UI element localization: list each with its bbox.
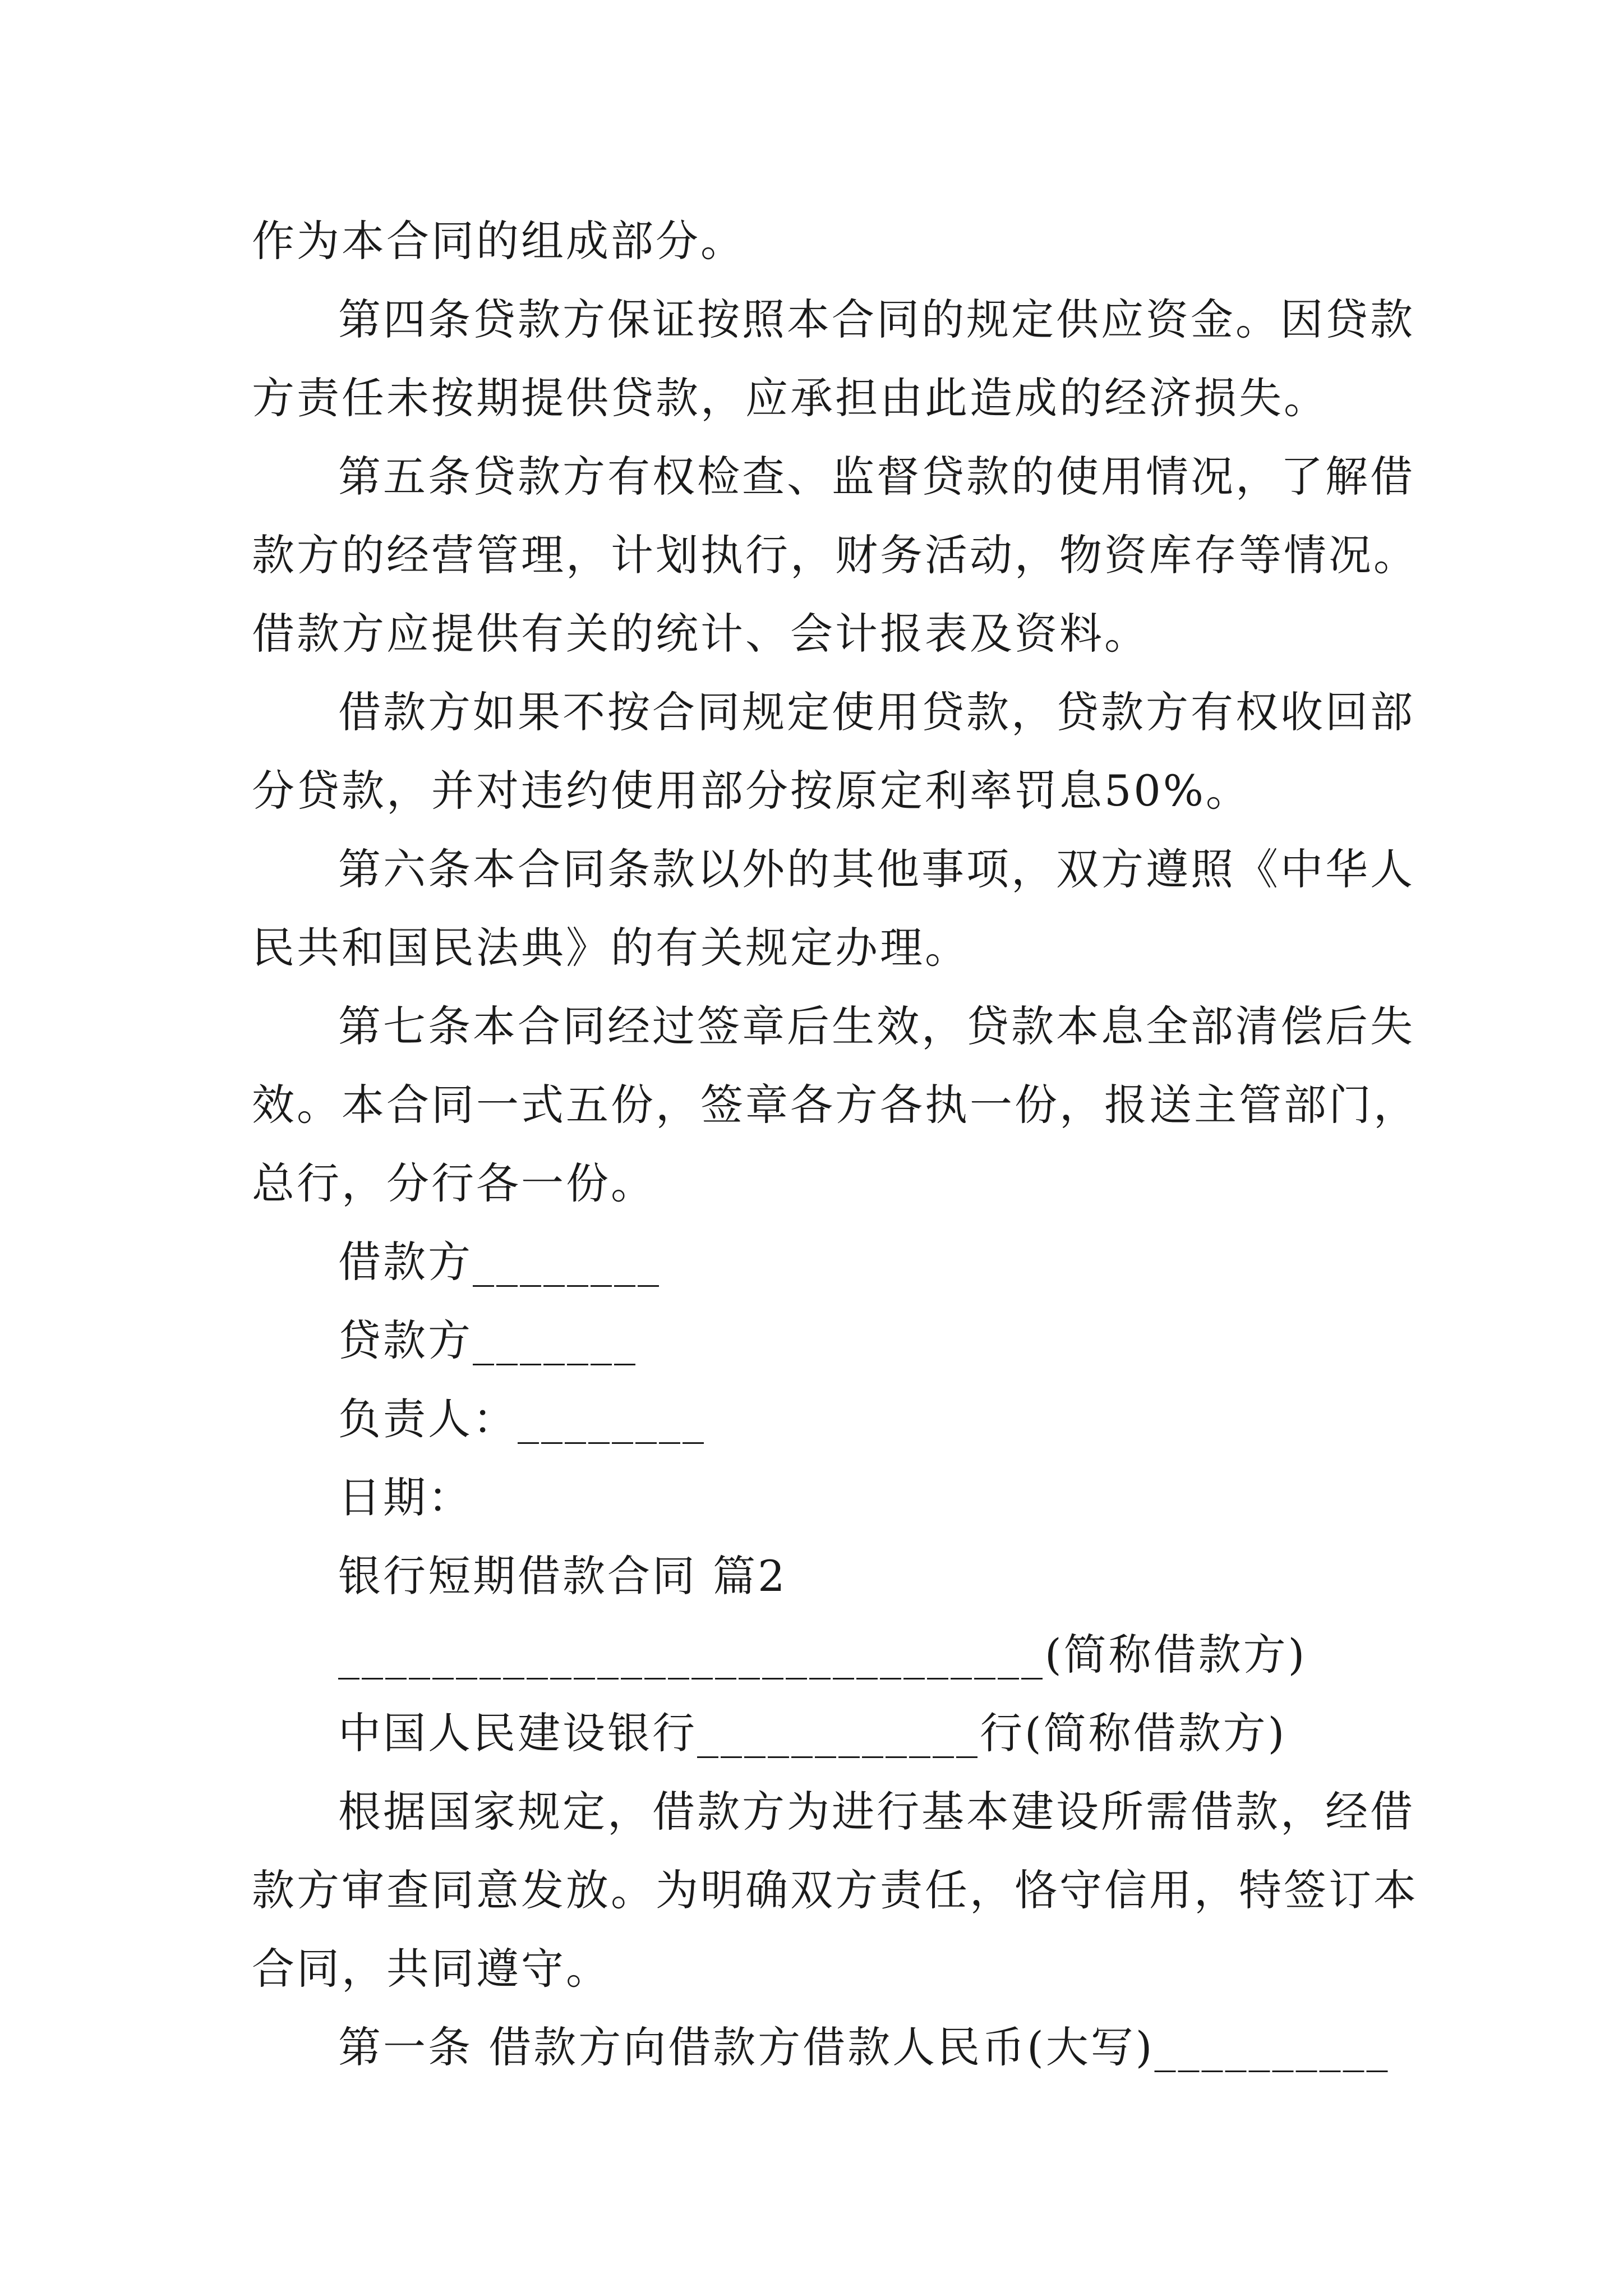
article-five-line-3: 借款方应提供有关的统计、会计报表及资料。: [252, 609, 1149, 659]
preamble-line-2: 款方审查同意发放。为明确双方责任，恪守信用，特签订本: [252, 1865, 1418, 1915]
article-five-line-1: 第五条贷款方有权检查、监督贷款的使用情况，了解借: [338, 452, 1415, 501]
party-b-line: 中国人民建设银行____________行(简称借款方): [338, 1708, 1287, 1758]
text-line: 作为本合同的组成部分。: [252, 216, 745, 266]
preamble-line-1: 根据国家规定，借款方为进行基本建设所需借款，经借: [338, 1787, 1415, 1837]
responsible-person-line: 负责人：________: [338, 1394, 706, 1444]
party-a-line: ______________________________(简称借款方): [338, 1630, 1307, 1680]
section-heading: 银行短期借款合同 篇2: [338, 1551, 787, 1601]
article-six-line-1: 第六条本合同条款以外的其他事项，双方遵照《中华人: [338, 844, 1415, 894]
article-six-line-2: 民共和国民法典》的有关规定办理。: [252, 923, 970, 973]
article-seven-line-2: 效。本合同一式五份，签章各方各执一份，报送主管部门，: [252, 1080, 1418, 1130]
article-five-line-2: 款方的经营管理，计划执行，财务活动，物资库存等情况。: [252, 530, 1418, 580]
article-one-line-1: 第一条 借款方向借款方借款人民币(大写)__________: [338, 2022, 1390, 2072]
article-seven-line-3: 总行，分行各一份。: [252, 1158, 656, 1208]
penalty-line-2: 分贷款，并对违约使用部分按原定利率罚息50%。: [252, 766, 1251, 816]
preamble-line-3: 合同，共同遵守。: [252, 1944, 611, 1994]
penalty-line-1: 借款方如果不按合同规定使用贷款，贷款方有权收回部: [338, 687, 1415, 737]
date-line: 日期：: [338, 1473, 473, 1522]
article-four-line-2: 方责任未按期提供贷款，应承担由此造成的经济损失。: [252, 373, 1329, 423]
article-four-line-1: 第四条贷款方保证按照本合同的规定供应资金。因贷款: [338, 295, 1415, 344]
lender-signature-line: 贷款方_______: [338, 1315, 638, 1365]
borrower-signature-line: 借款方________: [338, 1237, 661, 1287]
article-seven-line-1: 第七条本合同经过签章后生效，贷款本息全部清偿后失: [338, 1001, 1415, 1051]
